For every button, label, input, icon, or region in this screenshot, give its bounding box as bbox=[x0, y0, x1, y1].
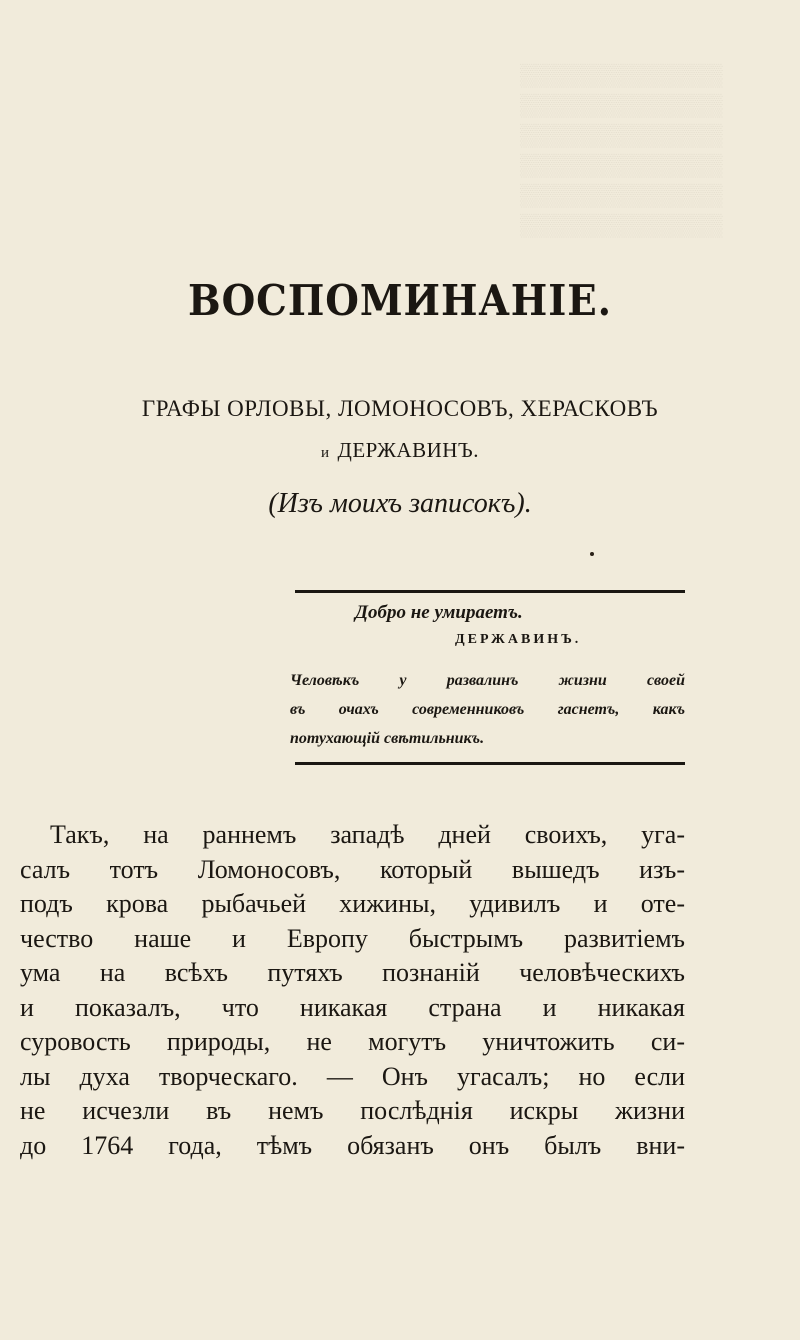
bleed-through-text: ▒▒▒▒▒▒▒▒▒▒▒▒▒ ▒▒▒▒▒▒▒▒▒▒▒▒▒ ▒▒▒▒▒▒▒▒▒▒▒▒▒ ▒▒▒▒▒▒▒▒▒▒▒▒▒ ▒▒▒▒▒▒▒▒▒▒▒▒▒ ▒▒▒▒▒▒▒▒▒▒▒▒▒ bbox=[520, 62, 723, 237]
body-paragraph bbox=[20, 818, 685, 1163]
body-line: до 1764 года, тѣмъ обязанъ онъ былъ вни- bbox=[20, 1130, 685, 1160]
body-line: и показалъ, что никакая страна и никакая bbox=[20, 992, 685, 1022]
epigraph-line: Человѣкъ у развалинъ жизни своей bbox=[290, 672, 685, 689]
subtitle-name: ДЕРЖАВИНЪ. bbox=[337, 438, 480, 462]
body-line: не исчезли въ немъ послѣднія искры жизни bbox=[20, 1096, 685, 1125]
subtitle-line-1: ГРАФЫ ОРЛОВЫ, ЛОМОНОСОВЪ, ХЕРАСКОВЪ bbox=[141, 396, 659, 421]
ink-speck bbox=[590, 552, 594, 556]
top-rule bbox=[295, 590, 685, 593]
epigraph-first-author: ДЕРЖАВИНЪ. bbox=[455, 632, 582, 647]
body-line: чество наше и Европу быстрымъ развитіемъ bbox=[20, 923, 685, 953]
epigraph-first: Добро не умираетъ. bbox=[355, 602, 523, 623]
body-line: Такъ, на раннемъ западѣ дней своихъ, уга- bbox=[50, 820, 685, 849]
subtitle-conjunction: и bbox=[320, 445, 330, 461]
body-line: салъ тотъ Ломоносовъ, который вышедъ изъ- bbox=[20, 854, 685, 884]
bottom-rule bbox=[295, 762, 685, 765]
body-line: суровость природы, не могутъ уничтожить си- bbox=[20, 1027, 685, 1056]
body-line: ума на всѣхъ путяхъ познаній человѣческихъ bbox=[20, 958, 685, 987]
body-line: подъ крова рыбачьей хижины, удивилъ и оте- bbox=[20, 889, 685, 918]
subtitle-line-2 bbox=[0, 438, 800, 463]
epigraph-line: потухающій свѣтильникъ. bbox=[290, 730, 485, 747]
epigraph-second bbox=[290, 666, 685, 753]
body-line: лы духа творческаго. — Онъ угасалъ; но если bbox=[20, 1061, 685, 1091]
source-note: (Изъ моихъ записокъ). bbox=[268, 488, 532, 519]
page-title: ВОСПОМИНАНІЕ. bbox=[188, 276, 612, 325]
epigraph-line: въ очахъ современниковъ гаснетъ, какъ bbox=[290, 701, 685, 718]
